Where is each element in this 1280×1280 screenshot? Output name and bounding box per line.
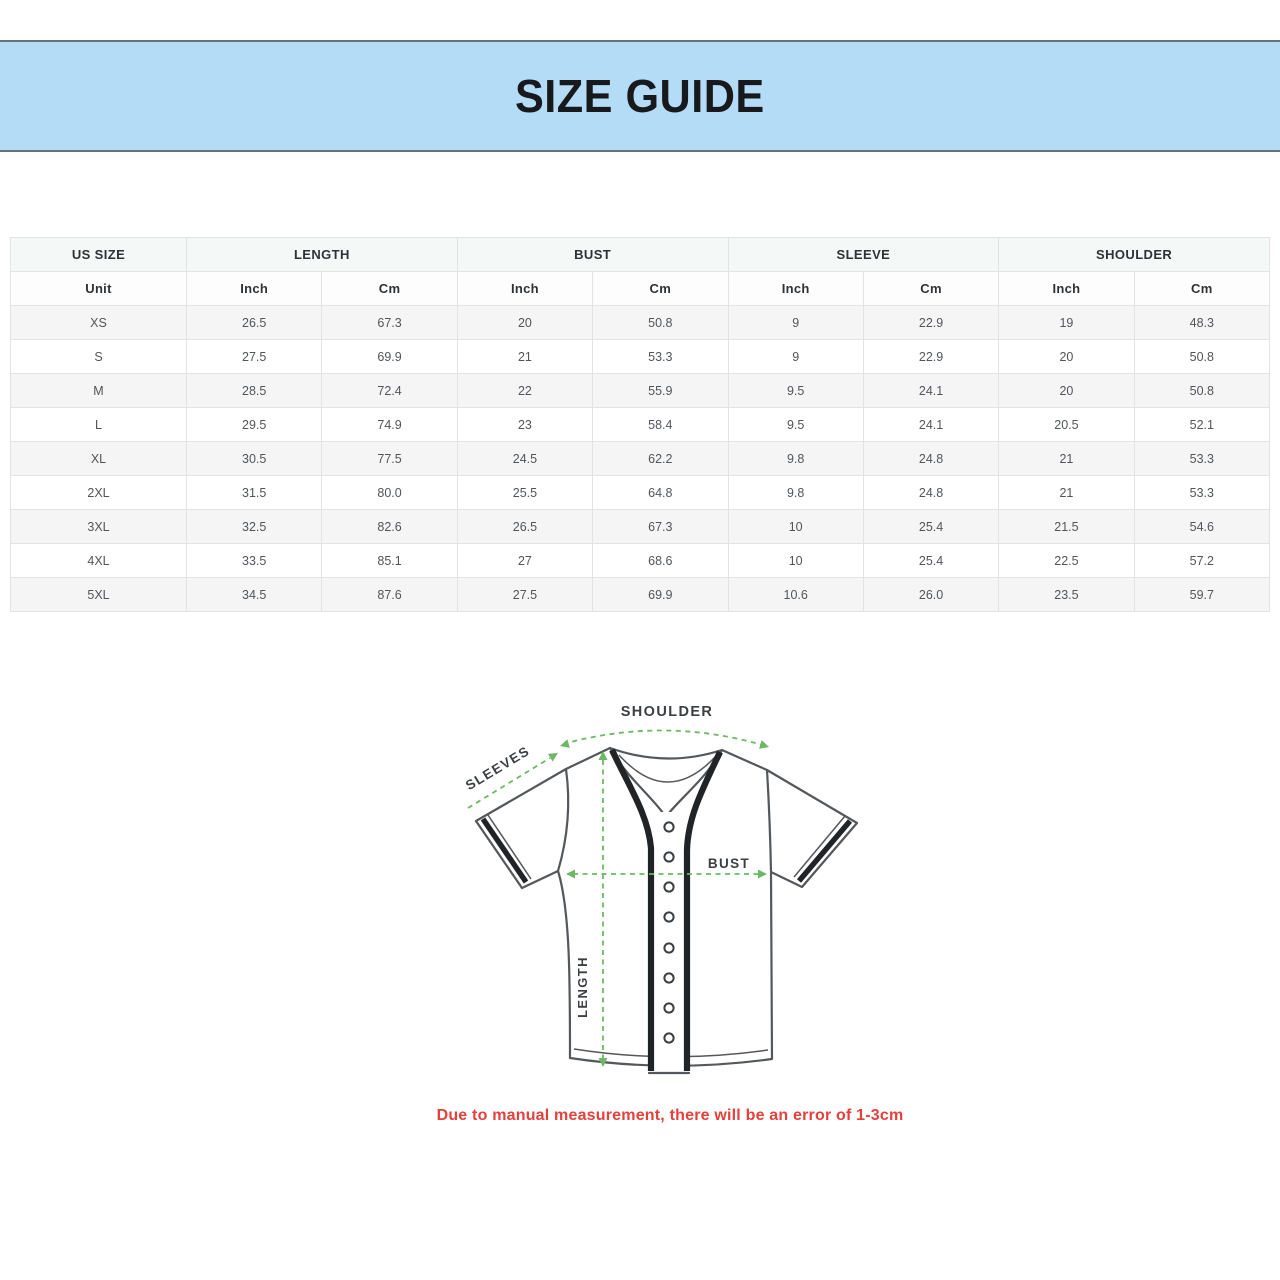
value-cell: 29.5: [187, 408, 322, 442]
value-cell: 20: [999, 340, 1134, 374]
value-cell: 50.8: [1134, 340, 1269, 374]
table-row: [11, 408, 1270, 442]
value-cell: 23.5: [999, 578, 1134, 612]
group-header-us-size: US SIZE: [11, 238, 187, 272]
value-cell: 24.5: [457, 442, 592, 476]
size-table: [10, 237, 1270, 612]
unit-header-cell: Cm: [593, 272, 728, 306]
value-cell: 69.9: [322, 340, 457, 374]
value-cell: 82.6: [322, 510, 457, 544]
size-cell: 3XL: [11, 510, 187, 544]
button: [664, 822, 673, 831]
value-cell: 9.8: [728, 476, 863, 510]
value-cell: 28.5: [187, 374, 322, 408]
measurement-note: Due to manual measurement, there will be an error of 1-3cm: [436, 1107, 904, 1124]
table-row: [11, 578, 1270, 612]
value-cell: 19: [999, 306, 1134, 340]
value-cell: 85.1: [322, 544, 457, 578]
value-cell: 24.1: [863, 374, 998, 408]
value-cell: 30.5: [187, 442, 322, 476]
value-cell: 27.5: [187, 340, 322, 374]
button: [664, 852, 673, 861]
value-cell: 48.3: [1134, 306, 1269, 340]
value-cell: 23: [457, 408, 592, 442]
value-cell: 33.5: [187, 544, 322, 578]
jersey-illustration: [476, 748, 857, 1073]
value-cell: 57.2: [1134, 544, 1269, 578]
size-cell: 5XL: [11, 578, 187, 612]
value-cell: 59.7: [1134, 578, 1269, 612]
group-header-sleeve: SLEEVE: [728, 238, 999, 272]
unit-header-cell: Inch: [457, 272, 592, 306]
table-row: [11, 374, 1270, 408]
value-cell: 55.9: [593, 374, 728, 408]
value-cell: 26.0: [863, 578, 998, 612]
value-cell: 21.5: [999, 510, 1134, 544]
jersey-diagram: [420, 680, 1060, 1120]
button: [664, 973, 673, 982]
size-cell: L: [11, 408, 187, 442]
value-cell: 50.8: [593, 306, 728, 340]
size-cell: XL: [11, 442, 187, 476]
button: [664, 882, 673, 891]
value-cell: 77.5: [322, 442, 457, 476]
value-cell: 22: [457, 374, 592, 408]
value-cell: 22.5: [999, 544, 1134, 578]
value-cell: 31.5: [187, 476, 322, 510]
value-cell: 10: [728, 510, 863, 544]
value-cell: 20: [457, 306, 592, 340]
unit-header-cell: Unit: [11, 272, 187, 306]
table-row: [11, 340, 1270, 374]
value-cell: 27: [457, 544, 592, 578]
value-cell: 64.8: [593, 476, 728, 510]
value-cell: 10.6: [728, 578, 863, 612]
banner: [0, 40, 1280, 152]
button: [664, 943, 673, 952]
value-cell: 62.2: [593, 442, 728, 476]
value-cell: 50.8: [1134, 374, 1269, 408]
table-row: [11, 544, 1270, 578]
unit-header-cell: Cm: [1134, 272, 1269, 306]
size-cell: 4XL: [11, 544, 187, 578]
value-cell: 21: [999, 476, 1134, 510]
size-table-body: [11, 306, 1270, 612]
value-cell: 87.6: [322, 578, 457, 612]
group-header-shoulder: SHOULDER: [999, 238, 1270, 272]
value-cell: 27.5: [457, 578, 592, 612]
size-cell: 2XL: [11, 476, 187, 510]
value-cell: 9: [728, 340, 863, 374]
value-cell: 24.1: [863, 408, 998, 442]
value-cell: 74.9: [322, 408, 457, 442]
value-cell: 26.5: [457, 510, 592, 544]
unit-header-cell: Cm: [863, 272, 998, 306]
value-cell: 22.9: [863, 306, 998, 340]
value-cell: 24.8: [863, 442, 998, 476]
unit-header-cell: Inch: [728, 272, 863, 306]
button: [664, 912, 673, 921]
size-cell: S: [11, 340, 187, 374]
value-cell: 20: [999, 374, 1134, 408]
value-cell: 67.3: [593, 510, 728, 544]
value-cell: 21: [999, 442, 1134, 476]
value-cell: 34.5: [187, 578, 322, 612]
value-cell: 22.9: [863, 340, 998, 374]
value-cell: 54.6: [1134, 510, 1269, 544]
unit-header-cell: Inch: [187, 272, 322, 306]
value-cell: 53.3: [593, 340, 728, 374]
value-cell: 67.3: [322, 306, 457, 340]
value-cell: 20.5: [999, 408, 1134, 442]
value-cell: 9.8: [728, 442, 863, 476]
shoulder-label: SHOULDER: [620, 704, 714, 720]
size-cell: XS: [11, 306, 187, 340]
group-header-row: [11, 238, 1270, 272]
unit-header-cell: Inch: [999, 272, 1134, 306]
table-row: [11, 510, 1270, 544]
value-cell: 52.1: [1134, 408, 1269, 442]
length-label: LENGTH: [575, 956, 590, 1018]
value-cell: 21: [457, 340, 592, 374]
button: [664, 1003, 673, 1012]
value-cell: 53.3: [1134, 442, 1269, 476]
table-row: [11, 476, 1270, 510]
value-cell: 69.9: [593, 578, 728, 612]
value-cell: 9.5: [728, 408, 863, 442]
group-header-bust: BUST: [457, 238, 728, 272]
value-cell: 58.4: [593, 408, 728, 442]
bust-label: BUST: [707, 856, 751, 871]
value-cell: 10: [728, 544, 863, 578]
button: [664, 1033, 673, 1042]
value-cell: 9.5: [728, 374, 863, 408]
group-header-length: LENGTH: [187, 238, 458, 272]
value-cell: 80.0: [322, 476, 457, 510]
unit-header-cell: Cm: [322, 272, 457, 306]
table-row: [11, 442, 1270, 476]
value-cell: 25.4: [863, 544, 998, 578]
value-cell: 72.4: [322, 374, 457, 408]
value-cell: 24.8: [863, 476, 998, 510]
unit-header-row: [11, 272, 1270, 306]
shoulder-arrow: [560, 730, 769, 748]
value-cell: 25.4: [863, 510, 998, 544]
table-row: [11, 306, 1270, 340]
value-cell: 53.3: [1134, 476, 1269, 510]
size-cell: M: [11, 374, 187, 408]
value-cell: 9: [728, 306, 863, 340]
page-title: SIZE GUIDE: [515, 70, 765, 122]
value-cell: 68.6: [593, 544, 728, 578]
sleeves-label: SLEEVES: [462, 743, 533, 794]
value-cell: 32.5: [187, 510, 322, 544]
value-cell: 25.5: [457, 476, 592, 510]
value-cell: 26.5: [187, 306, 322, 340]
